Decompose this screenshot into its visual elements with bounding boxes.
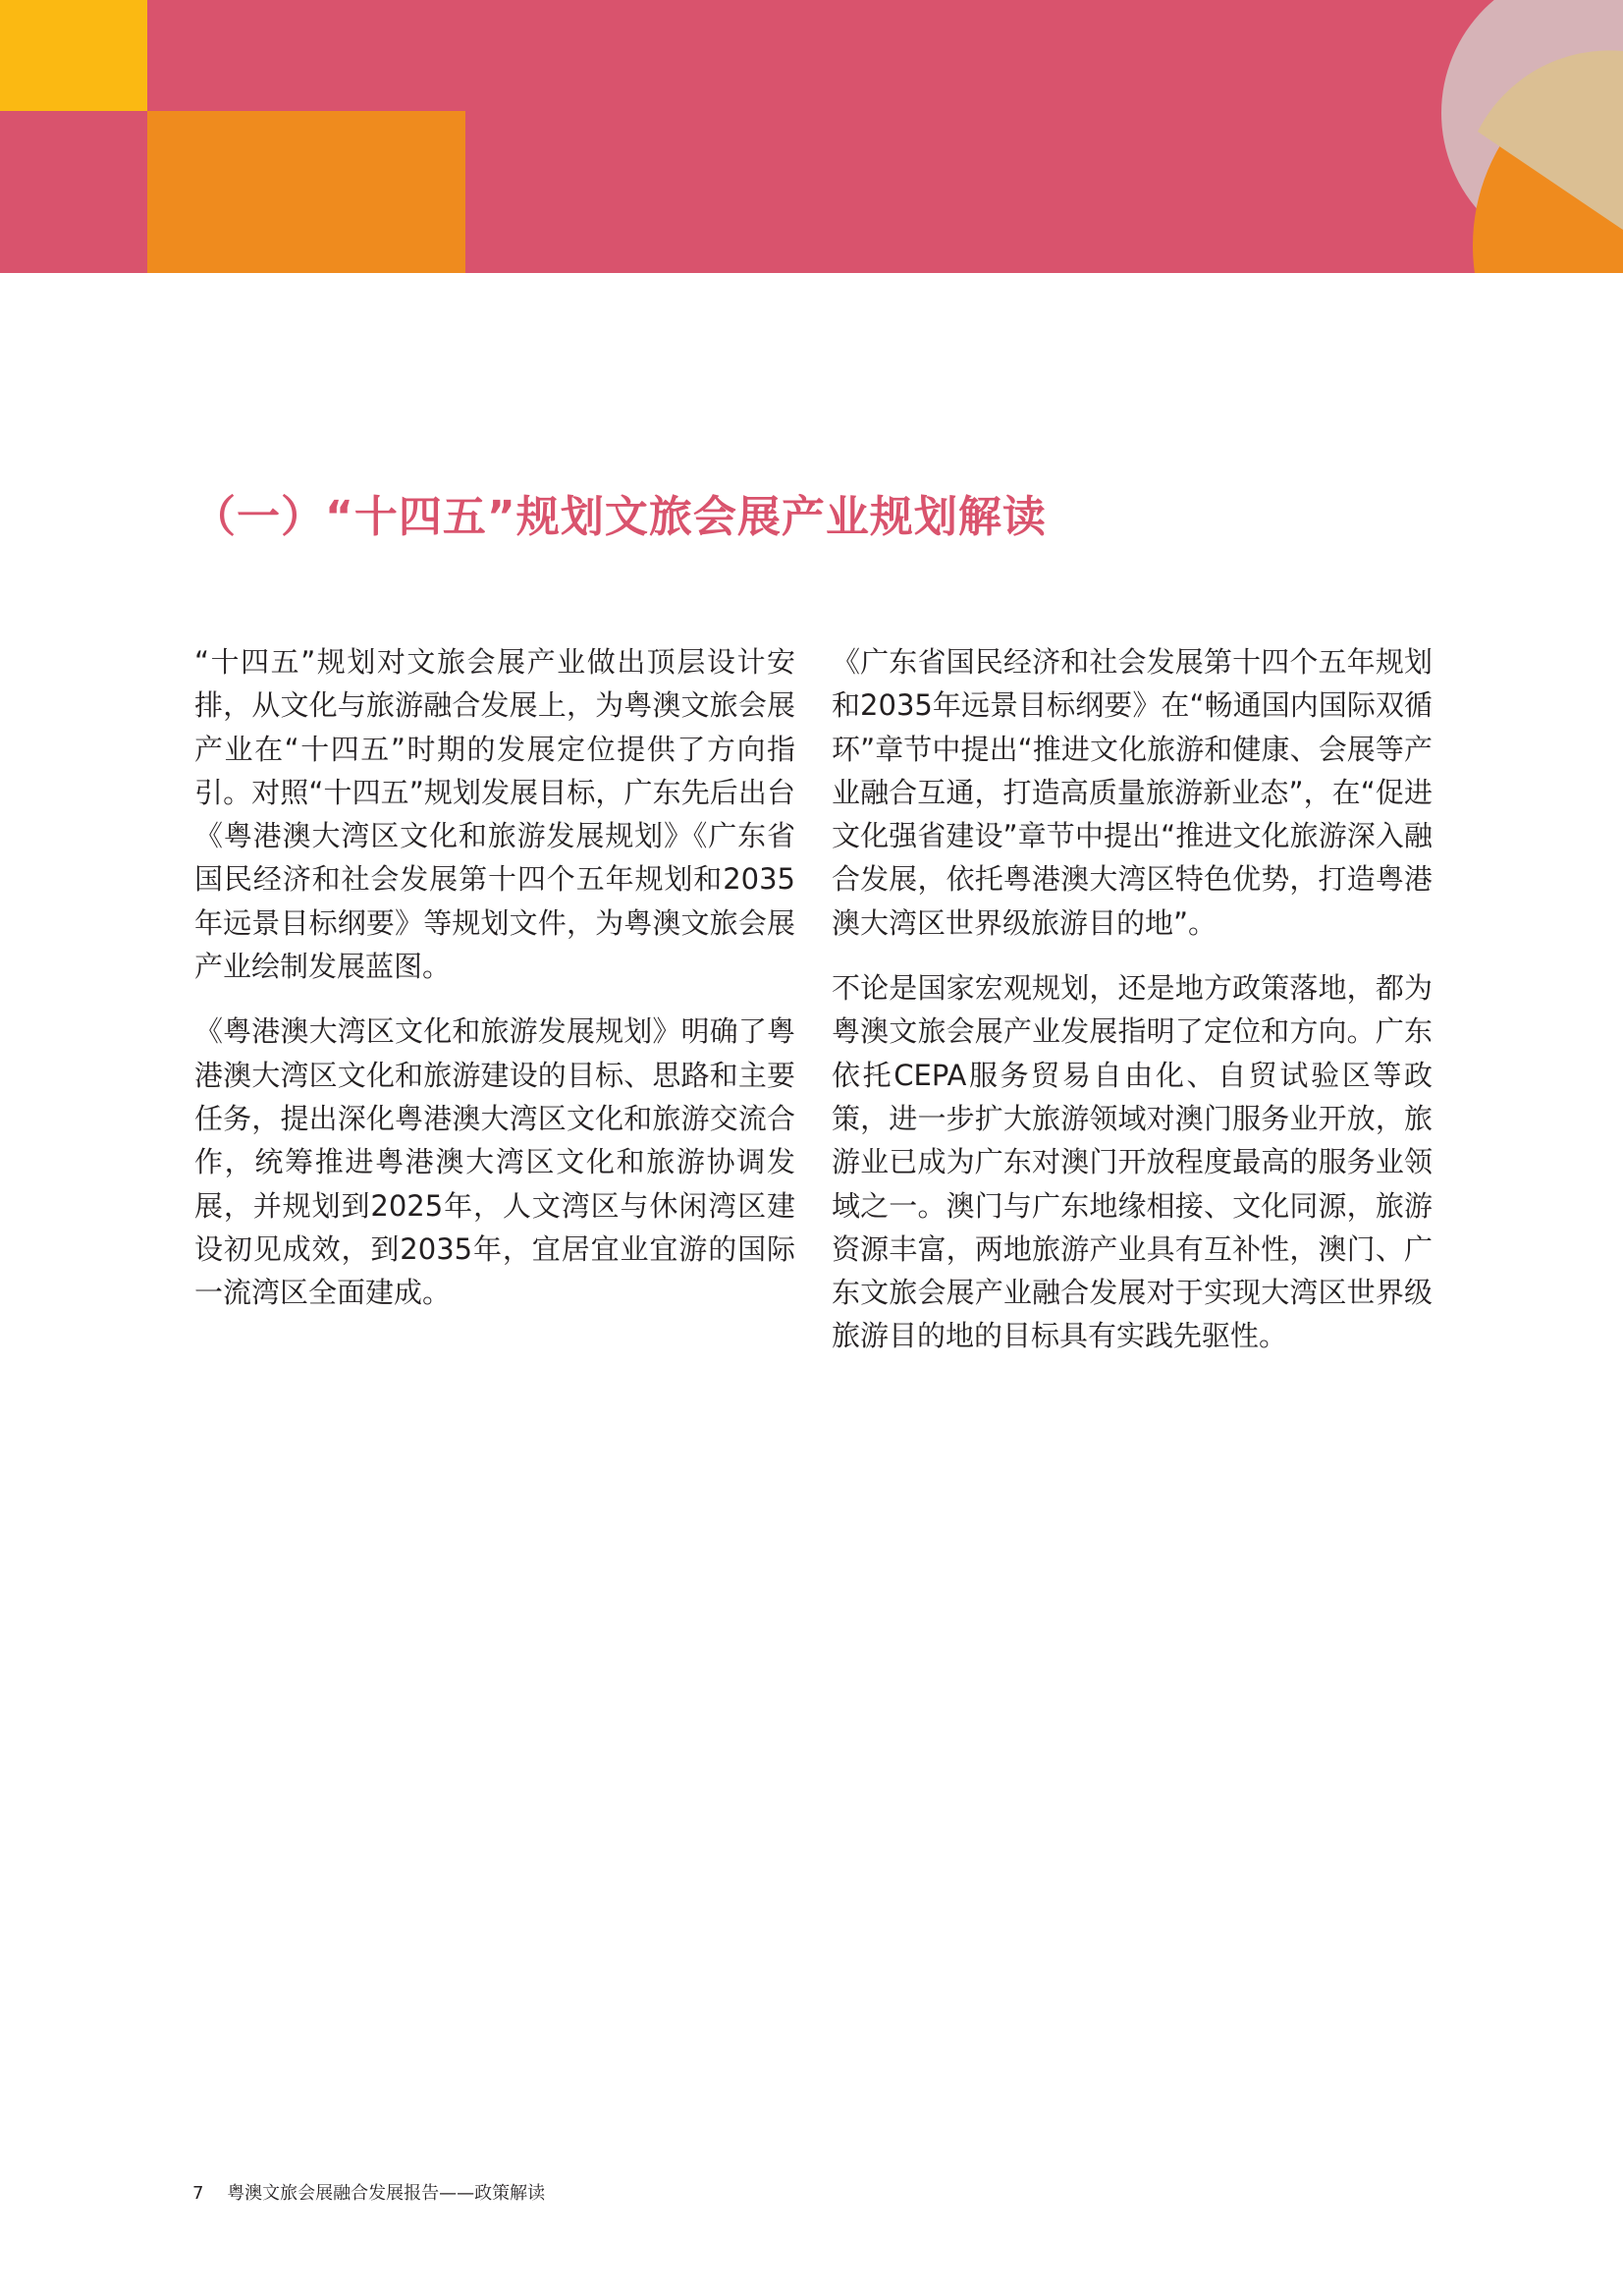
page-number: 7 (192, 2183, 204, 2204)
right-column (832, 640, 1433, 1380)
page-footer (192, 2179, 545, 2205)
section-heading: （一）“十四五”规划文旅会展产业规划解读 (192, 492, 1047, 542)
circle-decoration (1375, 0, 1623, 273)
left-paragraph-1: “十四五”规划对文旅会展产业做出顶层设计安排，从文化与旅游融合发展上，为粤澳文旅会展产业在“十四五”时期的发展定位提供了方向指引。对照“十四五”规划发展目标，广东先后出台《粤港澳大湾区文化和旅游发展规划》《广东省国民经济和社会发展第十四个五年规划和2035年远景目标纲要》等规划文件，为粤澳文旅会展产业绘制发展蓝图。 (194, 645, 795, 984)
right-paragraph-1: 《广东省国民经济和社会发展第十四个五年规划和2035年远景目标纲要》在“畅通国内国际双循环”章节中提出“推进文化旅游和健康、会展等产业融合互通，打造高质量旅游新业态”，在“促进文化强省建设”章节中提出“推进文化旅游深入融合发展，依托粤港澳大湾区特色优势，打造粤港澳大湾区世界级旅游目的地”。 (832, 645, 1433, 940)
header-banner (0, 0, 1623, 273)
report-title: 粤澳文旅会展融合发展报告——政策解读 (227, 2183, 546, 2204)
left-paragraph-2: 《粤港澳大湾区文化和旅游发展规划》明确了粤港澳大湾区文化和旅游建设的目标、思路和主要任务，提出深化粤港澳大湾区文化和旅游交流合作，统筹推进粤港澳大湾区文化和旅游协调发展，并规划到2025年，人文湾区与休闲湾区建设初见成效，到2035年，宜居宜业宜游的国际一流湾区全面建成。 (194, 1014, 795, 1310)
orange-block (147, 111, 465, 273)
yellow-block (0, 0, 147, 111)
right-paragraph-2: 不论是国家宏观规划，还是地方政策落地，都为粤澳文旅会展产业发展指明了定位和方向。广东依托CEPA服务贸易自由化、自贸试验区等政策，进一步扩大旅游领域对澳门服务业开放，旅游业已成为广东对澳门开放程度最高的服务业领域之一。澳门与广东地缘相接、文化同源，旅游资源丰富，两地旅游产业具有互补性，澳门、广东文旅会展产业融合发展对于实现大湾区世界级旅游目的地的目标具有实践先驱性。 (832, 971, 1433, 1353)
left-column (194, 640, 795, 1336)
